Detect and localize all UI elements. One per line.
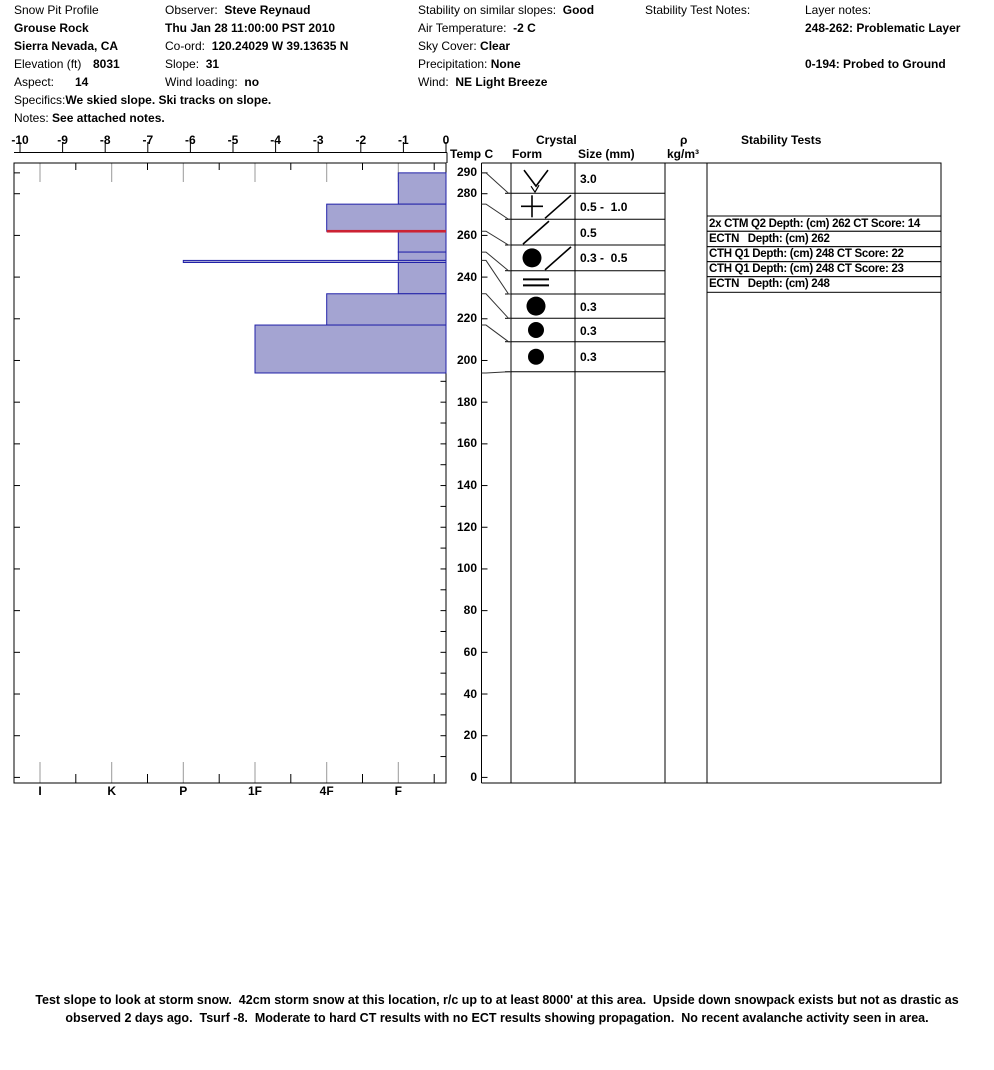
grain-size-value: 0.3 <box>580 323 597 338</box>
layer-connector-line <box>482 325 512 342</box>
temp-tick-label: -3 <box>312 133 324 147</box>
stability-test-result: CTH Q1 Depth: (cm) 248 CT Score: 22 <box>709 248 904 261</box>
layer-connector-line <box>482 231 512 245</box>
layer-connector-line <box>482 204 512 219</box>
temp-tick-label: -5 <box>227 133 239 147</box>
stability-test-result: 2x CTM Q2 Depth: (cm) 262 CT Score: 14 <box>709 217 920 230</box>
stability-test-result: CTH Q1 Depth: (cm) 248 CT Score: 23 <box>709 263 904 276</box>
pit-notes-line1: Test slope to look at storm snow. 42cm storm snow at this location, r/c up to at least 8000' at this area. Upside down snowpack exists but not as drastic as <box>35 993 959 1007</box>
elevation-row: Elevation (ft) 8031 <box>14 57 120 71</box>
coord-row: Co-ord: 120.24029 W 39.13635 N <box>165 39 349 53</box>
stability-tests-header: Stability Tests <box>741 133 822 147</box>
depth-tick-label: 200 <box>456 352 477 367</box>
observer-row: Observer: Steve Reynaud <box>165 3 311 17</box>
temp-tick-label: 0 <box>442 133 450 147</box>
pit-notes-line2: observed 2 days ago. Tsurf -8. Moderate to hard CT results with no ECT results showing propagation. No recent avalanche activity seen in area. <box>65 1011 929 1025</box>
temp-tick-label: -1 <box>398 133 409 147</box>
stability-similar-row: Stability on similar slopes: Good <box>418 3 595 17</box>
layer-notes-label: Layer notes: <box>805 3 872 17</box>
pit-notes <box>0 991 994 1027</box>
grain-size-value: 0.5 - 1.0 <box>580 199 628 214</box>
density-unit-header: kg/m³ <box>667 147 700 161</box>
depth-tick-label: 20 <box>463 728 477 743</box>
layer-connector-line <box>482 294 512 319</box>
hardness-bar <box>398 173 446 204</box>
decomposing-slash-icon <box>545 247 571 270</box>
wind-row: Wind: NE Light Breeze <box>418 75 548 89</box>
stability-test-result: ECTN Depth: (cm) 262 <box>709 232 830 245</box>
temp-tick-label: -9 <box>57 133 68 147</box>
decomposing-slash-icon <box>523 221 549 244</box>
depth-tick-label: 290 <box>456 165 477 180</box>
slope-row: Slope: 31 <box>165 57 220 71</box>
form-column-header: Form <box>512 147 542 161</box>
stability-test-result: ECTN Depth: (cm) 248 <box>709 278 830 291</box>
site-name: Grouse Rock <box>14 21 89 35</box>
datetime-row: Thu Jan 28 11:00:00 PST 2010 <box>165 21 336 35</box>
layer-connector-line <box>482 252 512 271</box>
hardness-tick-label: 4F <box>319 784 334 798</box>
hardness-tick-label: P <box>179 784 188 798</box>
decomposing-slash-icon <box>545 195 571 218</box>
hardness-tick-label: F <box>394 784 402 798</box>
layer-connector-line <box>482 173 512 193</box>
layer-connector-line <box>482 372 512 373</box>
windload-row: Wind loading: no <box>165 75 260 89</box>
hardness-tick-label: K <box>107 784 117 798</box>
depth-tick-label: 40 <box>463 686 477 701</box>
grain-size-value: 0.5 <box>580 225 597 240</box>
temp-column-header: Temp C <box>450 147 494 161</box>
depth-tick-label: 160 <box>456 436 477 451</box>
depth-tick-label: 260 <box>456 227 477 242</box>
report-title: Snow Pit Profile <box>14 3 99 17</box>
temp-tick-label: -2 <box>355 133 367 147</box>
melt-form-circle-icon <box>527 297 546 316</box>
temp-tick-label: -10 <box>11 133 29 147</box>
hardness-bar <box>327 294 446 325</box>
temp-tick-label: -6 <box>185 133 196 147</box>
crystal-column-header: Crystal <box>536 133 577 147</box>
depth-tick-label: 180 <box>456 394 477 409</box>
precip-row: Precipitation: None <box>418 57 521 71</box>
layer-note-1: 248-262: Problematic Layer <box>805 21 961 35</box>
airtemp-row: Air Temperature: -2 C <box>418 21 536 35</box>
rounded-grain-circle-icon <box>528 349 544 365</box>
depth-tick-label: 100 <box>456 561 477 576</box>
aspect-row: Aspect: 14 <box>14 75 89 89</box>
depth-tick-label: 280 <box>456 186 477 201</box>
depth-tick-label: 80 <box>463 603 477 618</box>
depth-tick-label: 120 <box>456 519 477 534</box>
rounded-grain-circle-icon <box>528 322 544 338</box>
depth-tick-label: 140 <box>456 478 477 493</box>
grain-size-value: 0.3 <box>580 299 597 314</box>
surface-hoar-icon <box>524 170 548 186</box>
notes-row: Notes: See attached notes. <box>14 111 165 125</box>
depth-tick-label: 240 <box>456 269 477 284</box>
depth-tick-label: 0 <box>470 769 477 784</box>
depth-tick-label: 220 <box>456 311 477 326</box>
melt-form-circle-icon <box>523 248 542 267</box>
skycover-row: Sky Cover: Clear <box>418 39 511 53</box>
hardness-tick-label: I <box>38 784 42 798</box>
hardness-tick-label: 1F <box>247 784 262 798</box>
depth-tick-label: 60 <box>463 644 477 659</box>
hardness-bar <box>327 204 446 231</box>
hardness-bar <box>255 325 446 373</box>
specifics-row: Specifics:We skied slope. Ski tracks on slope. <box>14 93 272 107</box>
stability-test-notes-label: Stability Test Notes: <box>645 3 751 17</box>
temp-tick-label: -4 <box>270 133 281 147</box>
grain-size-value: 0.3 - 0.5 <box>580 251 628 266</box>
size-column-header: Size (mm) <box>578 147 635 161</box>
grain-size-value: 0.3 <box>580 350 597 365</box>
hardness-bar <box>398 263 446 294</box>
grain-size-value: 3.0 <box>580 171 597 186</box>
surface-hoar-small-icon <box>531 185 539 192</box>
flagged-layer-line <box>327 230 446 233</box>
hardness-temp-plot-box <box>14 163 446 783</box>
hardness-bar <box>398 231 446 252</box>
temp-tick-label: -8 <box>99 133 111 147</box>
region-name: Sierra Nevada, CA <box>14 39 119 53</box>
temp-tick-label: -7 <box>142 133 154 147</box>
hardness-bar <box>398 252 446 260</box>
layer-note-2: 0-194: Probed to Ground <box>805 57 946 71</box>
density-symbol-header: ρ <box>680 133 688 147</box>
